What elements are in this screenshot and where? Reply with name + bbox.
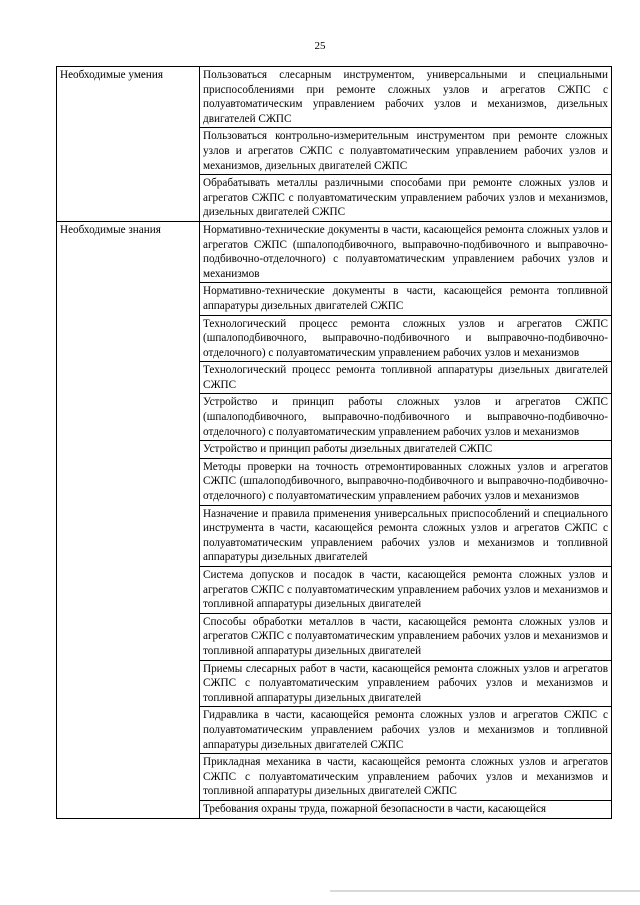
table-cell: Способы обработки металлов в части, касающейся ремонта сложных узлов и агрегатов СЖПС с полуавтоматическим управлением рабочих узлов и механизмов и топливной аппаратуры дизельных двигателей — [200, 613, 612, 660]
table-cell: Нормативно-технические документы в части, касающейся ремонта сложных узлов и агрегатов СЖПС (шпалоподбивочного, выправочно-подбивочного и выправочно-подбивочно-отделочного) с полуавтоматическим управлением рабочих узлов и механизмов — [200, 221, 612, 282]
table-cell: Устройство и принцип работы дизельных двигателей СЖПС — [200, 441, 612, 459]
table-cell: Технологический процесс ремонта сложных узлов и агрегатов СЖПС (шпалоподбивочного, выправочно-подбивочного и выправочно-подбивочно-отделочного) с полуавтоматическим управлением рабочих узлов и механизмов — [200, 315, 612, 362]
table-cell: Обрабатывать металлы различными способами при ремонте сложных узлов и агрегатов СЖПС с полуавтоматическим управлением рабочих узлов и механизмов, дизельных двигателей СЖПС — [200, 175, 612, 222]
table-cell: Назначение и правила применения универсальных приспособлений и специального инструмента в части, касающейся ремонта сложных узлов и агрегатов СЖПС с полуавтоматическим управлением рабочих узлов и механизмов и топливной аппаратуры дизельных двигателей — [200, 505, 612, 566]
table-cell: Система допусков и посадок в части, касающейся ремонта сложных узлов и агрегатов СЖПС с полуавтоматическим управлением рабочих узлов и механизмов и топливной аппаратуры дизельных двигателей — [200, 567, 612, 614]
table-cell: Пользоваться слесарным инструментом, универсальными и специальными приспособлениями при ремонте сложных узлов и агрегатов СЖПС с полуавтоматическим управлением рабочих узлов и механизмов, дизельных двигателей СЖПС — [200, 67, 612, 128]
table-cell: Приемы слесарных работ в части, касающейся ремонта сложных узлов и агрегатов СЖПС с полуавтоматическим управлением рабочих узлов и механизмов и топливной аппаратуры дизельных двигателей — [200, 660, 612, 707]
table-cell: Методы проверки на точность отремонтированных сложных узлов и агрегатов СЖПС (шпалоподбивочного, выправочно-подбивочного и выправочно-подбивочно-отделочного) с полуавтоматическим управлением рабочих узлов и механизмов — [200, 458, 612, 505]
scan-artifact-line — [330, 890, 640, 892]
table-cell: Прикладная механика в части, касающейся ремонта сложных узлов и агрегатов СЖПС с полуавтоматическим управлением рабочих узлов и механизмов и топливной аппаратуры дизельных двигателей СЖПС — [200, 754, 612, 801]
table-cell: Устройство и принцип работы сложных узлов и агрегатов СЖПС (шпалоподбивочного, выправочно-подбивочного и выправочно-подбивочно-отделочного) с полуавтоматическим управлением рабочих узлов и механизмов — [200, 394, 612, 441]
requirements-table — [56, 66, 612, 819]
section-label-skills: Необходимые умения — [57, 67, 200, 222]
table-row — [57, 67, 612, 128]
table-cell: Нормативно-технические документы в части, касающейся ремонта топливной аппаратуры дизельных двигателей СЖПС — [200, 283, 612, 315]
table-cell: Технологический процесс ремонта топливной аппаратуры дизельных двигателей СЖПС — [200, 362, 612, 394]
table-cell: Требования охраны труда, пожарной безопасности в части, касающейся — [200, 800, 612, 818]
section-label-knowledge: Необходимые знания — [57, 221, 200, 818]
table-row — [57, 221, 612, 282]
page-number: 25 — [314, 40, 326, 52]
table-cell: Пользоваться контрольно-измерительным инструментом при ремонте сложных узлов и агрегатов СЖПС с полуавтоматическим управлением рабочих узлов и механизмов, дизельных двигателей СЖПС — [200, 128, 612, 175]
table-cell: Гидравлика в части, касающейся ремонта сложных узлов и агрегатов СЖПС с полуавтоматическим управлением рабочих узлов и механизмов и топливной аппаратуры дизельных двигателей СЖПС — [200, 707, 612, 754]
